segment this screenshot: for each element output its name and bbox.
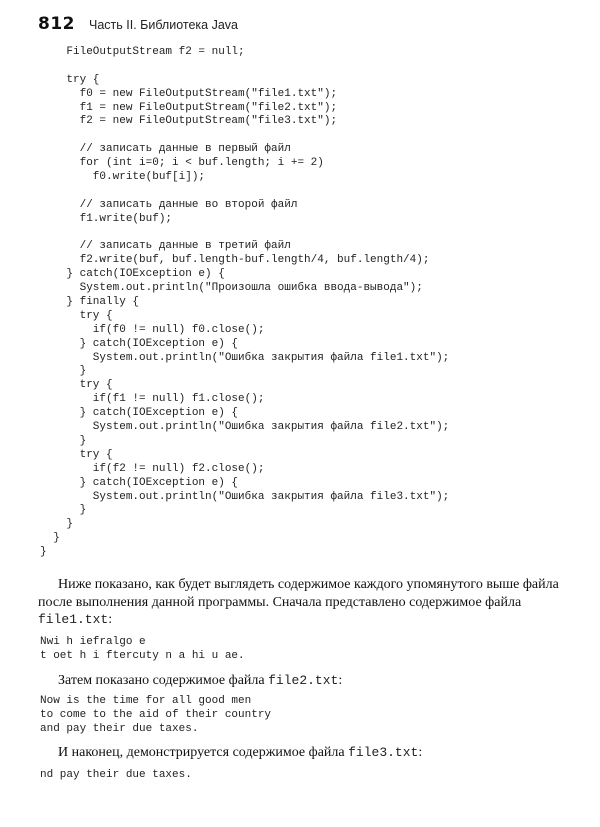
code-line (40, 60, 449, 74)
code-line: // записать данные во второй файл (40, 198, 298, 211)
code-line: System.out.println("Произошла ошибка ввода-вывода"); (40, 282, 423, 295)
code-line: System.out.println("Ошибка закрытия файла file1.txt"); (40, 351, 450, 364)
filename: file3.txt (348, 745, 419, 760)
code-line: } catch(IOException e) { (40, 476, 239, 489)
code-line: f1 = new FileOutputStream("file2.txt"); (40, 101, 338, 114)
running-head: Часть II. Библиотека Java (89, 18, 238, 32)
code-line: try { (40, 309, 113, 322)
filename: file1.txt (38, 612, 109, 627)
code-line: } (40, 532, 60, 545)
paragraph-text: Затем показано содержимое файла (58, 673, 269, 688)
code-line: // записать данные в первый файл (40, 143, 291, 156)
output-line: nd pay their due taxes. (40, 769, 192, 781)
code-line: f2.write(buf, buf.length-buf.length/4, buf.length/4); (40, 254, 430, 267)
code-line: System.out.println("Ошибка закрытия файла file2.txt"); (40, 421, 450, 434)
code-line: } catch(IOException e) { (40, 337, 239, 350)
java-code-listing (40, 46, 449, 560)
code-line: } catch(IOException e) { (40, 268, 225, 281)
paragraph-suffix: : (338, 673, 343, 688)
output-line: Now is the time for all good men (40, 695, 252, 707)
paragraph-suffix: : (108, 612, 113, 627)
paragraph-text: Ниже показано, как будет выглядеть содержимое каждого упомянутого выше файла после выполнения данной программы. Сначала представлено содержимое файла (38, 577, 559, 610)
paragraph-file2-intro (58, 672, 578, 690)
page-number: 812 (38, 14, 75, 34)
code-line: } (40, 504, 87, 517)
paragraph-file3-intro (58, 744, 578, 762)
page-header (38, 14, 238, 36)
code-line: f0.write(buf[i]); (40, 171, 206, 184)
code-line (40, 185, 449, 199)
code-line: f0 = new FileOutputStream("file1.txt"); (40, 87, 338, 100)
code-line (40, 227, 449, 241)
code-line: try { (40, 73, 100, 86)
code-line: FileOutputStream f2 = null; (40, 46, 245, 58)
code-line (40, 129, 449, 143)
code-line: for (int i=0; i < buf.length; i += 2) (40, 157, 324, 170)
code-line: System.out.println("Ошибка закрытия файла file3.txt"); (40, 490, 450, 503)
code-line: // записать данные в третий файл (40, 240, 291, 253)
output-line: and pay their due taxes. (40, 723, 199, 735)
file1-output (40, 635, 245, 663)
code-line: try { (40, 448, 113, 461)
code-line: if(f1 != null) f1.close(); (40, 393, 265, 406)
code-line: if(f0 != null) f0.close(); (40, 323, 265, 336)
output-line: t oet h i ftercuty n a hi u ae. (40, 650, 245, 662)
code-line: } finally { (40, 296, 140, 309)
paragraph-suffix: : (418, 745, 423, 760)
paragraph-text: И наконец, демонстрируется содержимое файла (58, 745, 349, 760)
code-line: f2 = new FileOutputStream("file3.txt"); (40, 115, 338, 128)
code-line: try { (40, 379, 113, 392)
code-line: } (40, 365, 87, 378)
output-line: to come to the aid of their country (40, 709, 272, 721)
code-line: } (40, 518, 74, 531)
code-line: if(f2 != null) f2.close(); (40, 462, 265, 475)
filename: file2.txt (268, 673, 339, 688)
output-line: Nwi h iefralgo e (40, 636, 146, 648)
code-line: f1.write(buf); (40, 212, 173, 225)
file3-output (40, 768, 192, 782)
paragraph-file1-intro (38, 576, 568, 629)
file2-output (40, 694, 271, 736)
code-line: } (40, 434, 87, 447)
code-line: } (40, 546, 47, 559)
code-line: } catch(IOException e) { (40, 407, 239, 420)
